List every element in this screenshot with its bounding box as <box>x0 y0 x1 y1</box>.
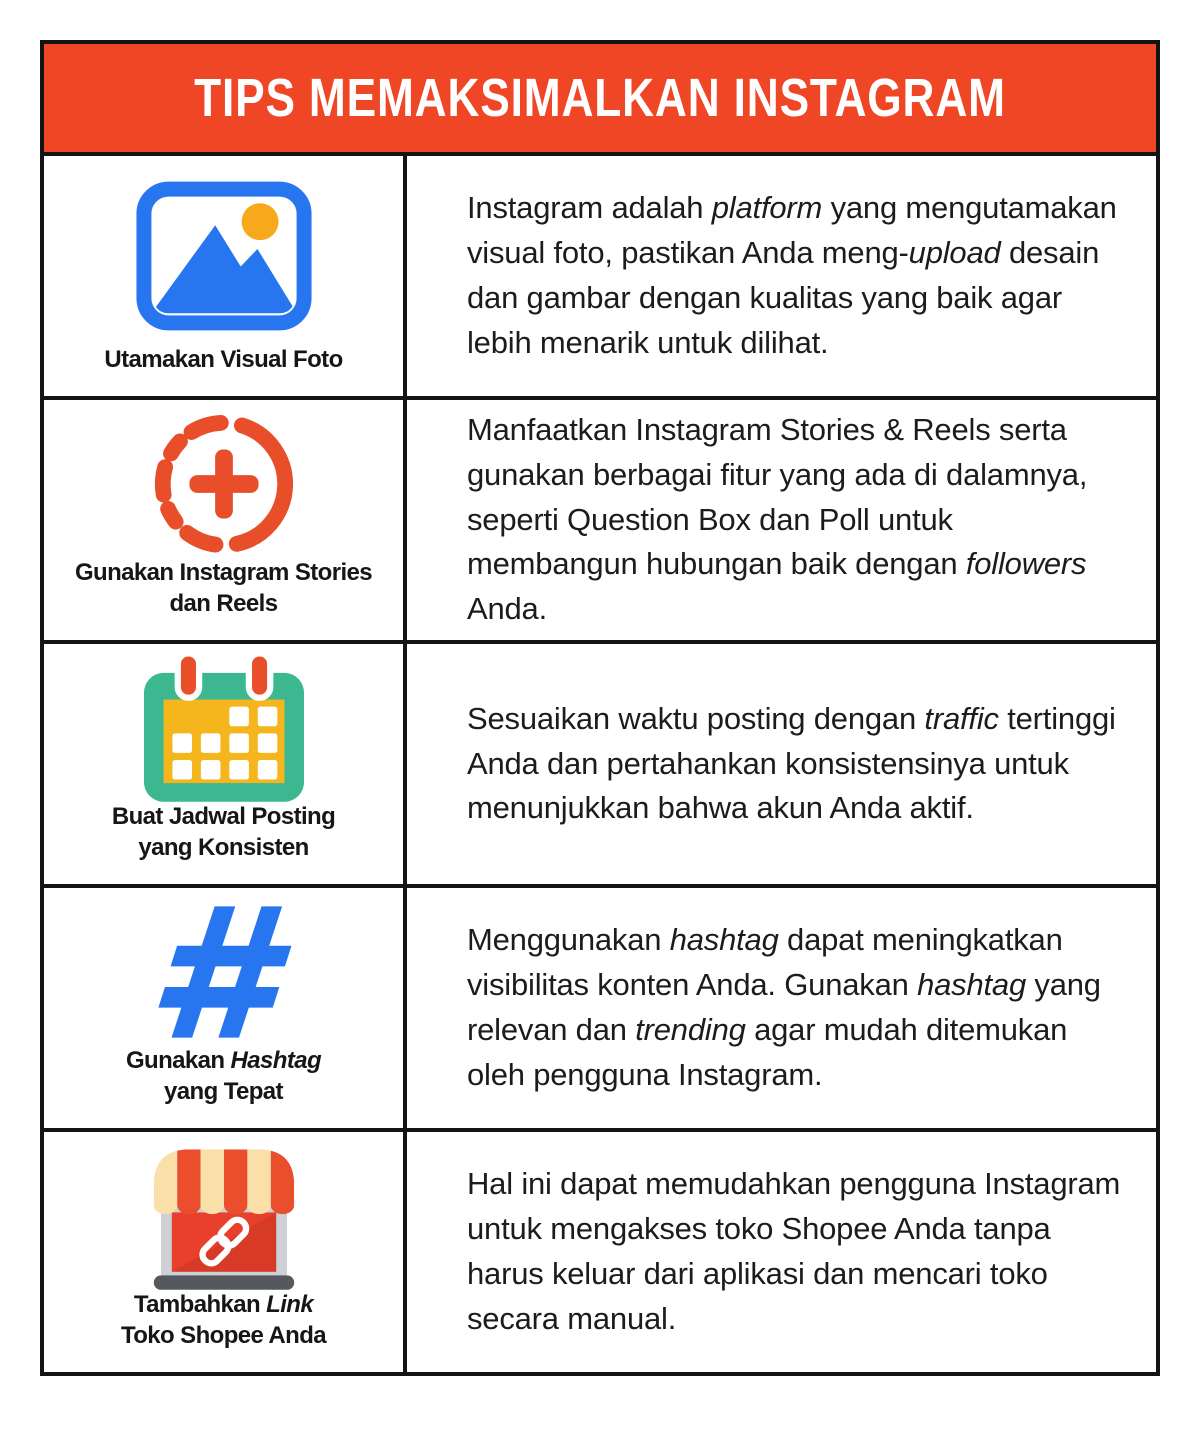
text-segment: yang Konsisten <box>138 834 309 862</box>
row-description <box>467 408 1128 633</box>
text-segment: dan Reels <box>169 590 278 618</box>
row-caption <box>126 1045 321 1108</box>
row-hashtag <box>44 884 1156 1128</box>
photo-icon <box>136 181 312 331</box>
hashtag-icon <box>149 896 299 1048</box>
text-segment: upload <box>908 235 1001 271</box>
table-header <box>44 44 1156 152</box>
row-hashtag-left-cell <box>44 888 407 1128</box>
row-jadwal-posting <box>44 640 1156 884</box>
text-segment: Buat Jadwal Posting <box>111 802 336 830</box>
text-segment: platform <box>711 190 823 226</box>
text-segment: Anda. <box>467 591 548 627</box>
row-caption <box>112 801 335 864</box>
row-jadwal-posting-left-cell <box>44 644 407 884</box>
calendar-icon <box>135 648 313 808</box>
icon-wrap <box>135 656 313 801</box>
text-segment: Link <box>266 1290 314 1318</box>
text-segment: hashtag <box>917 967 1026 1003</box>
add-story-icon <box>145 405 303 563</box>
text-segment: dapat meningkatkan visibilitas konten Anda. Gunakan <box>467 922 1063 1003</box>
icon-wrap <box>134 1144 314 1289</box>
text-segment: Tambahkan <box>133 1290 267 1318</box>
text-segment: yang Tepat <box>164 1078 283 1106</box>
row-description <box>467 186 1128 366</box>
row-description <box>467 697 1128 832</box>
text-segment: Gunakan Instagram Stories <box>74 558 373 586</box>
row-hashtag-right-cell <box>407 888 1156 1128</box>
text-segment: Hashtag <box>230 1046 322 1074</box>
text-segment: followers <box>965 546 1087 582</box>
row-caption <box>75 557 372 620</box>
storefront-link-icon <box>134 1135 314 1297</box>
row-caption <box>121 1289 326 1352</box>
text-segment: agar mudah ditemukan oleh pengguna Instagram. <box>467 1012 1068 1092</box>
icon-wrap <box>136 168 312 344</box>
text-segment: Sesuaikan waktu posting dengan <box>467 700 925 736</box>
row-description <box>467 1162 1128 1342</box>
text-segment: Menggunakan <box>467 922 670 958</box>
text-segment: Instagram adalah <box>467 190 712 226</box>
text-segment: yang relevan dan <box>467 967 1101 1047</box>
row-visual-foto-right-cell <box>407 156 1156 396</box>
row-visual-foto <box>44 152 1156 396</box>
row-link-toko-left-cell <box>44 1132 407 1372</box>
tips-table <box>40 40 1160 1376</box>
icon-wrap <box>145 412 303 557</box>
text-segment: desain dan gambar dengan kualitas yang baik agar lebih menarik untuk dilihat. <box>467 235 1100 360</box>
row-visual-foto-left-cell <box>44 156 407 396</box>
text-segment: yang mengutamakan visual foto, pastikan Anda meng- <box>467 190 1117 271</box>
row-stories-reels-right-cell <box>407 400 1156 640</box>
row-stories-reels <box>44 396 1156 640</box>
row-link-toko <box>44 1128 1156 1372</box>
text-segment: hashtag <box>669 922 779 958</box>
text-segment: Gunakan <box>125 1046 231 1074</box>
text-segment: trending <box>635 1012 746 1047</box>
row-description <box>467 918 1128 1098</box>
page-title: TIPS MEMAKSIMALKAN INSTAGRAM <box>194 68 1006 128</box>
row-jadwal-posting-right-cell <box>407 644 1156 884</box>
text-segment: Utamakan Visual Foto <box>104 346 343 374</box>
text-segment: Hal ini dapat memudahkan pengguna Instagram untuk mengakses toko Shopee Anda tanpa harus keluar dari aplikasi dan mencari toko secara manual. <box>467 1166 1121 1336</box>
text-segment: traffic <box>924 700 999 736</box>
row-stories-reels-left-cell <box>44 400 407 640</box>
text-segment: tertinggi Anda dan pertahankan konsistensinya untuk menunjukkan bahwa akun Anda aktif. <box>467 700 1116 826</box>
text-segment: Toko Shopee Anda <box>120 1322 327 1350</box>
row-link-toko-right-cell <box>407 1132 1156 1372</box>
icon-wrap <box>149 900 299 1045</box>
row-caption <box>104 344 342 376</box>
text-segment: Manfaatkan Instagram Stories & Reels serta gunakan berbagai fitur yang ada di dalamnya, seperti Question Box dan Poll untuk membangun hubungan baik dengan <box>467 411 1088 582</box>
